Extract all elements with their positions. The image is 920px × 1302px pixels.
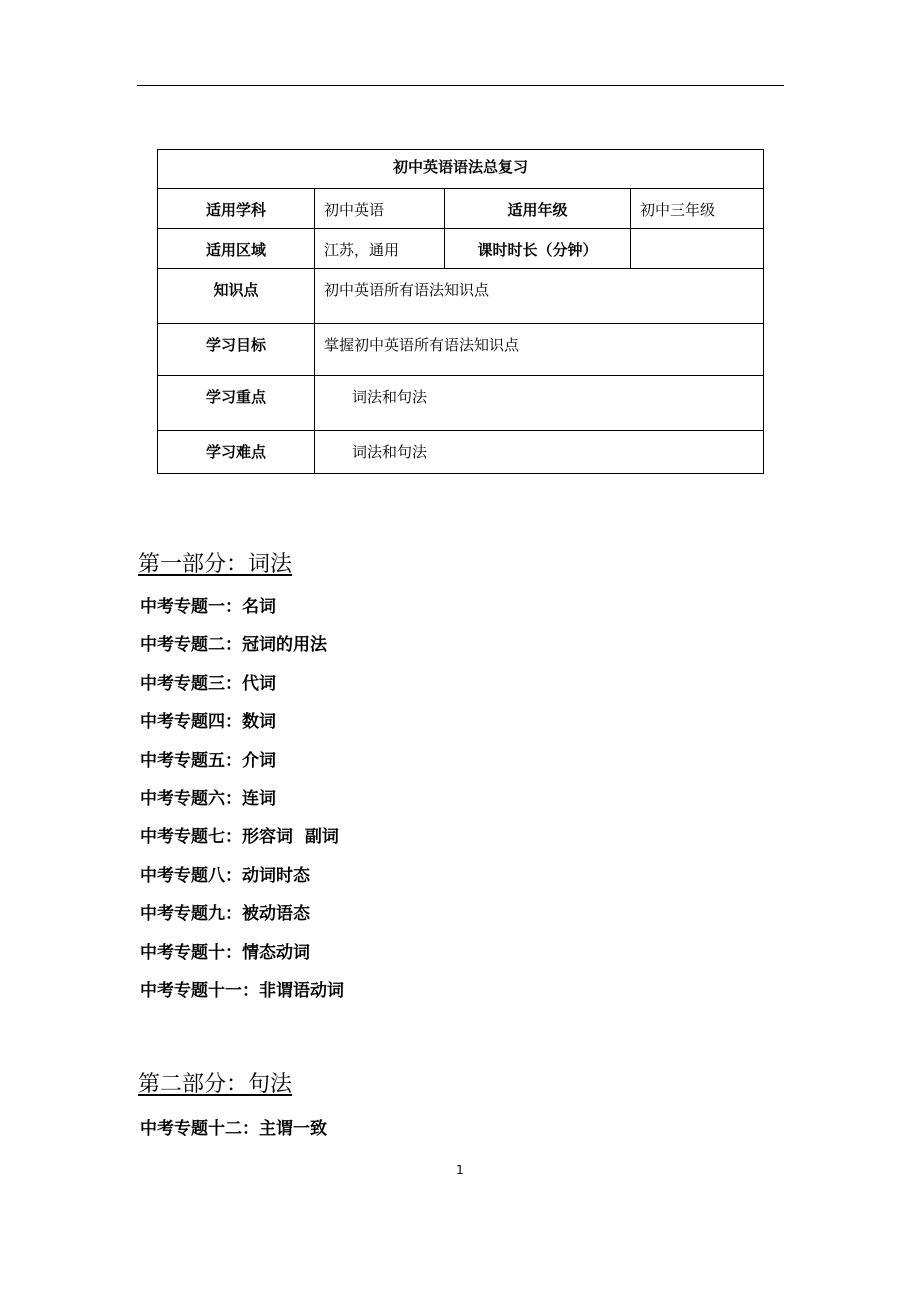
part1-topic-list (140, 588, 344, 1010)
table-title: 初中英语语法总复习 (158, 150, 764, 189)
topic-item: 中考专题十：情态动词 (140, 942, 310, 963)
knowledge-value: 初中英语所有语法知识点 (315, 269, 764, 324)
topic-item: 中考专题三：代词 (140, 673, 276, 694)
course-info-table (157, 149, 764, 474)
difficulty-value: 词法和句法 (315, 431, 764, 474)
knowledge-label: 知识点 (158, 269, 315, 324)
topic-item: 中考专题一：名词 (140, 597, 276, 617)
region-value: 江苏，通用 (315, 229, 445, 269)
topic-item: 中考专题四：数词 (140, 712, 276, 733)
part2-heading: 第二部分：句法 (138, 1072, 293, 1097)
focus-value: 词法和句法 (315, 376, 764, 431)
topic-item: 中考专题九：被动语态 (140, 904, 310, 925)
subject-label: 适用学科 (158, 189, 315, 229)
topic-item: 中考专题七：形容词 副词 (140, 827, 339, 848)
goal-label: 学习目标 (158, 324, 315, 376)
goal-value: 掌握初中英语所有语法知识点 (315, 324, 764, 376)
difficulty-label: 学习难点 (158, 431, 315, 474)
grade-label: 适用年级 (445, 189, 631, 229)
header-rule (137, 85, 784, 86)
region-label: 适用区域 (158, 229, 315, 269)
topic-item: 中考专题八：动词时态 (140, 865, 310, 886)
grade-value: 初中三年级 (631, 189, 764, 229)
part2-topic-list (140, 1110, 327, 1148)
topic-item: 中考专题五：介词 (140, 750, 276, 771)
duration-value (631, 229, 764, 269)
topic-item: 中考专题十一：非谓语动词 (140, 980, 344, 1001)
subject-value: 初中英语 (315, 189, 445, 229)
part1-heading: 第一部分：词法 (138, 552, 293, 577)
topic-item: 中考专题六：连词 (140, 788, 276, 809)
page-number: 1 (456, 1163, 464, 1177)
duration-label: 课时时长（分钟） (445, 229, 631, 269)
topic-item: 中考专题二：冠词的用法 (140, 635, 327, 656)
topic-item: 中考专题十二：主谓一致 (140, 1119, 327, 1139)
focus-label: 学习重点 (158, 376, 315, 431)
